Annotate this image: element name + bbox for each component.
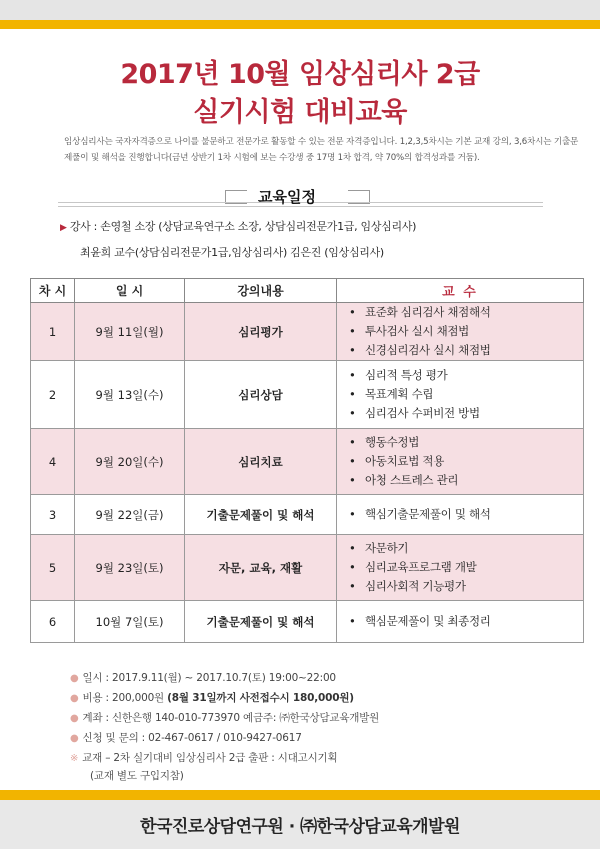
- list-item: • 심리사회적 기능평가: [345, 577, 583, 596]
- list-item: • 핵심문제풀이 및 최종정리: [345, 612, 583, 631]
- list-item: • 행동수정법: [345, 433, 583, 452]
- table-row: [31, 495, 584, 535]
- session-no: 6: [31, 601, 75, 643]
- session-date: 10월 7일(토): [75, 601, 185, 643]
- table-header-row: [31, 279, 584, 303]
- table-row: [31, 601, 584, 643]
- info-contact-text: 신청 및 문의 : 02-467-0617 / 010-9427-0617: [82, 732, 302, 744]
- session-no: 3: [31, 495, 75, 535]
- session-items: [337, 601, 584, 643]
- circle-bullet-icon: ●: [70, 673, 79, 684]
- table-row: [31, 361, 584, 429]
- session-topic: 심리치료: [185, 429, 337, 495]
- header-topic: 강의내용: [185, 279, 337, 303]
- session-date: 9월 20일(수): [75, 429, 185, 495]
- session-no: 5: [31, 535, 75, 601]
- session-no: 1: [31, 303, 75, 361]
- triangle-bullet-icon: ▶: [60, 223, 67, 233]
- session-items: [337, 361, 584, 429]
- instructor-line-1: [60, 218, 416, 234]
- info-contact: [70, 730, 302, 745]
- list-item: • 자문하기: [345, 539, 583, 558]
- title-line-2: 실기시험 대비교육: [193, 97, 407, 128]
- info-fee-discount: (8월 31일까지 사전접수시 180,000원): [167, 692, 354, 704]
- reference-mark-icon: ※: [70, 753, 79, 764]
- session-no: 4: [31, 429, 75, 495]
- list-item: • 목표계획 수립: [345, 385, 583, 404]
- list-item: • 아청 스트레스 관리: [345, 471, 583, 490]
- info-date: [70, 670, 336, 685]
- table-row: [31, 429, 584, 495]
- list-item: • 신경심리검사 실시 채점법: [345, 341, 583, 360]
- info-book-note: (교재 별도 구입지참): [90, 770, 184, 782]
- list-item: • 표준화 심리검사 채점해석: [345, 303, 583, 322]
- session-items: [337, 535, 584, 601]
- header-date: 일 시: [75, 279, 185, 303]
- footer: [0, 800, 600, 849]
- circle-bullet-icon: ●: [70, 693, 79, 704]
- list-item: • 심리검사 수퍼비전 방법: [345, 404, 583, 423]
- info-book-text: 교재 – 2차 실기대비 임상심리사 2급 출판 : 시대고시기획: [82, 752, 338, 764]
- top-accent-bar: [0, 20, 600, 29]
- info-fee: [70, 690, 354, 705]
- table-row: [31, 303, 584, 361]
- info-book: [70, 750, 337, 765]
- list-item: • 심리적 특성 평가: [345, 366, 583, 385]
- info-fee-text: 비용 : 200,000원: [82, 692, 168, 704]
- session-date: 9월 13일(수): [75, 361, 185, 429]
- schedule-table: [30, 278, 584, 643]
- intro-paragraph: 임상심리사는 국자자격증으로 나이를 불문하고 전문가로 활동할 수 있는 전문 자격증입니다. 1,2,3,5차시는 기본 교재 강의, 3,6차시는 기출문제풀이 및 해석을 진행합니다(금년 상반기 1차 시험에 보는 수강생 중 17명 1차 합격, 약 70%의 합격성과를 거둠).: [64, 137, 579, 163]
- list-item: • 심리교육프로그램 개발: [345, 558, 583, 577]
- top-strip: [0, 0, 600, 20]
- info-account: [70, 710, 379, 725]
- list-item: • 핵심기출문제풀이 및 해석: [345, 505, 583, 524]
- session-items: [337, 303, 584, 361]
- instructor-text-1: 강사 : 손영철 소장 (상담교육연구소 소장, 상담심리전문가1급, 임상심리사): [69, 220, 417, 233]
- session-topic: 기출문제풀이 및 해석: [185, 601, 337, 643]
- session-no: 2: [31, 361, 75, 429]
- session-date: 9월 23일(토): [75, 535, 185, 601]
- circle-bullet-icon: ●: [70, 733, 79, 744]
- title-line-1: 2017년 10월 임상심리사 2급: [120, 59, 480, 90]
- circle-bullet-icon: ●: [70, 713, 79, 724]
- session-topic: 심리평가: [185, 303, 337, 361]
- session-topic: 자문, 교육, 재활: [185, 535, 337, 601]
- info-date-text: 일시 : 2017.9.11(월) ~ 2017.10.7(토) 19:00~22:00: [82, 672, 336, 684]
- list-item: • 아동치료법 적용: [345, 452, 583, 471]
- info-account-text: 계좌 : 신한은행 140-010-773970 예금주: ㈜한국상담교육개발원: [82, 712, 380, 724]
- list-item: • 투사검사 실시 채점법: [345, 322, 583, 341]
- instructor-line-2: 최윤희 교수(상담심리전문가1급,임상심리사) 김은진 (임상심리사): [80, 246, 384, 259]
- session-topic: 기출문제풀이 및 해석: [185, 495, 337, 535]
- session-topic: 심리상담: [185, 361, 337, 429]
- bottom-accent-bar: [0, 790, 600, 800]
- session-date: 9월 22일(금): [75, 495, 185, 535]
- session-items: [337, 495, 584, 535]
- header-session: 차 시: [31, 279, 75, 303]
- session-date: 9월 11일(월): [75, 303, 185, 361]
- section-heading: 교육일정: [258, 188, 316, 206]
- footer-organizations: 한국진로상담연구원 · ㈜한국상담교육개발원: [140, 817, 460, 837]
- session-items: [337, 429, 584, 495]
- table-row: [31, 535, 584, 601]
- header-professor: 교 수: [337, 279, 584, 303]
